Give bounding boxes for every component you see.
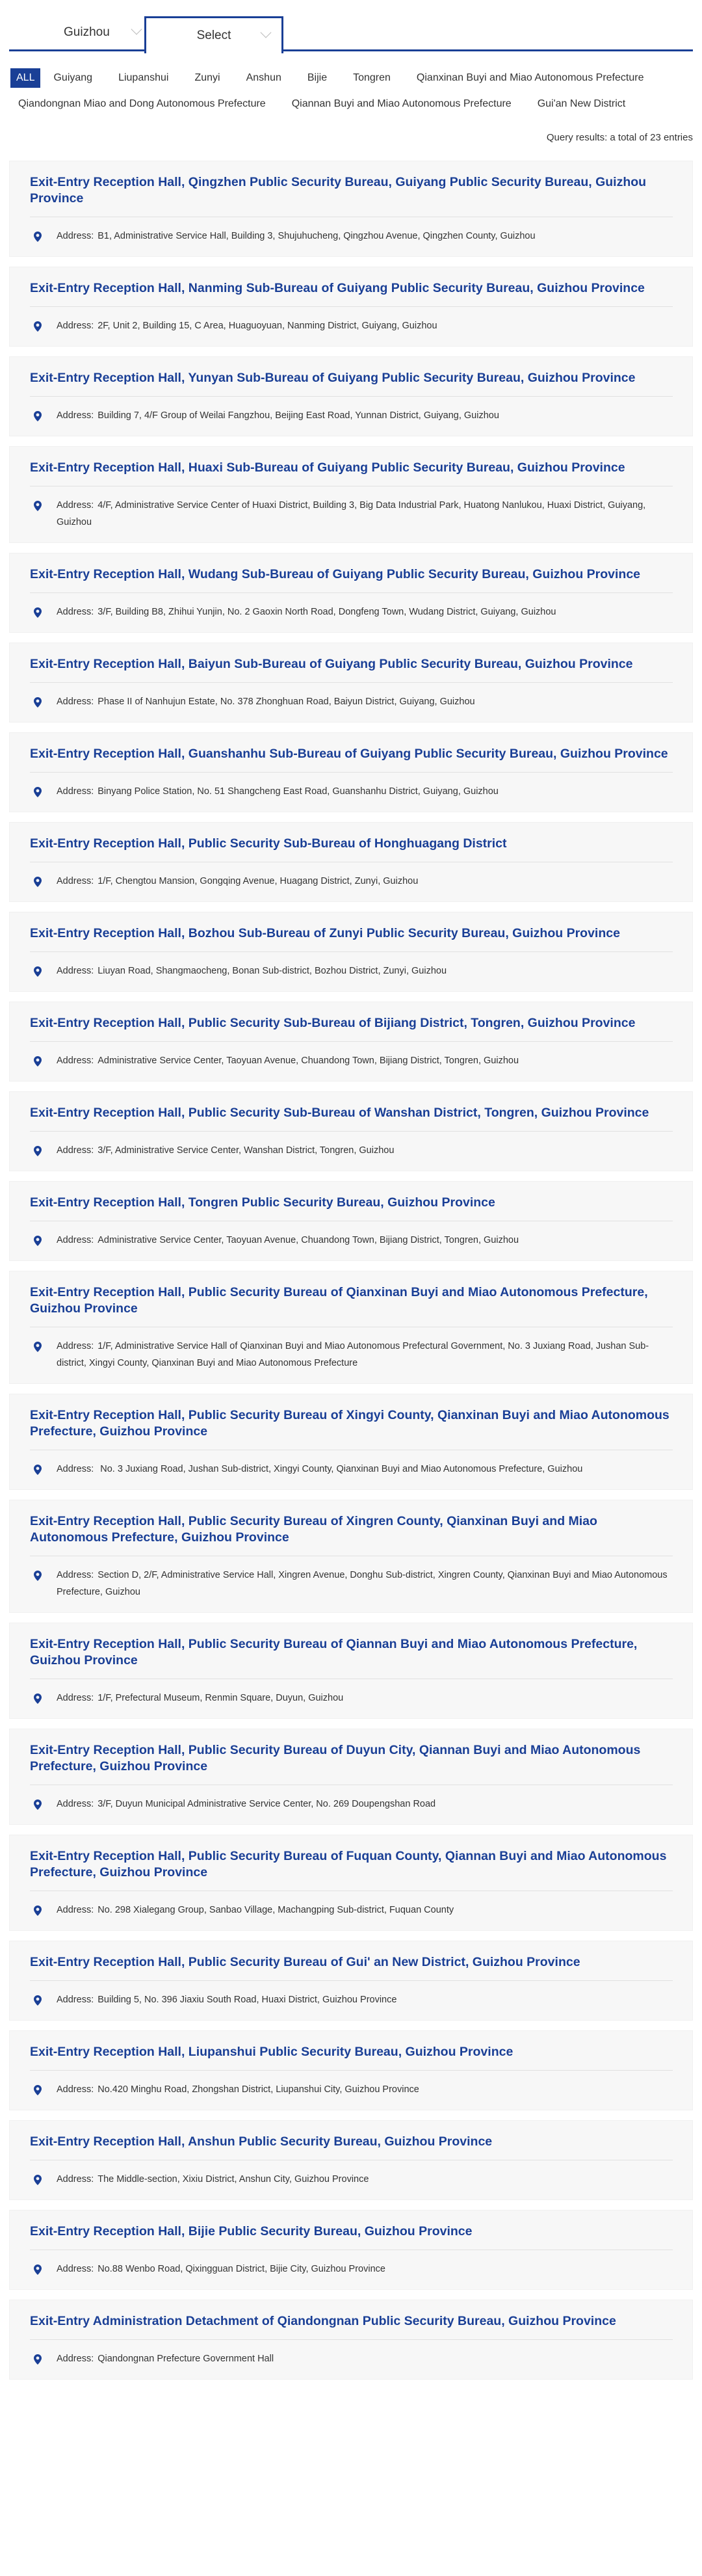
list-item [9, 732, 693, 812]
chevron-down-icon [131, 24, 142, 35]
address-label: Address: [57, 231, 94, 241]
address-label: Address: [57, 1235, 94, 1245]
hall-name[interactable]: Exit-Entry Reception Hall, Public Security Bureau of Gui' an New District, Guizhou Province [30, 1955, 580, 1969]
location-pin-icon [34, 2174, 42, 2184]
address-label: Address: [57, 966, 94, 976]
address-value: 2F, Unit 2, Building 15, C Area, Huaguoyuan, Nanming District, Guiyang, Guizhou [98, 321, 437, 331]
address-label: Address: [57, 500, 94, 511]
hall-address [30, 1132, 673, 1171]
filter-tag[interactable]: Qiannan Buyi and Miao Autonomous Prefecture [291, 98, 512, 109]
address-text [57, 1338, 673, 1372]
address-value: No.88 Wenbo Road, Qixingguan District, Bijie City, Guizhou Province [98, 2264, 385, 2274]
list-item [9, 1002, 693, 1082]
address-value: 1/F, Prefectural Museum, Renmin Square, Duyun, Guizhou [98, 1693, 344, 1703]
hall-address [30, 952, 673, 991]
address-text [57, 497, 673, 531]
province-dropdown[interactable] [21, 16, 148, 49]
city-dropdown[interactable] [144, 16, 283, 53]
address-value: 1/F, Chengtou Mansion, Gongqing Avenue, Huagang District, Zunyi, Guizhou [98, 876, 419, 886]
city-dropdown-placeholder: Select [196, 29, 231, 42]
address-text [57, 2171, 369, 2188]
address-text [57, 2081, 419, 2098]
location-pin-icon [34, 1056, 42, 1066]
hall-name[interactable]: Exit-Entry Reception Hall, Public Security Bureau of Duyun City, Qiannan Buyi and Miao Autonomous Prefecture, Guizhou Province [30, 1743, 641, 1773]
list-item [9, 1835, 693, 1931]
address-text [57, 1567, 673, 1600]
list-item [9, 2120, 693, 2200]
address-text [57, 693, 475, 710]
location-pin-icon [34, 966, 42, 976]
location-pin-icon [34, 1145, 42, 1156]
location-pin-icon [34, 1464, 42, 1474]
list-item [9, 822, 693, 902]
hall-name[interactable]: Exit-Entry Reception Hall, Qingzhen Public Security Bureau, Guiyang Public Security Bureau, Guizhou Province [30, 175, 647, 206]
list-item [9, 446, 693, 543]
address-label: Address: [57, 1905, 94, 1915]
address-value: 3/F, Building B8, Zhihui Yunjin, No. 2 Gaoxin North Road, Dongfeng Town, Wudang District, Guiyang, Guizhou [98, 607, 556, 617]
hall-name[interactable]: Exit-Entry Reception Hall, Public Security Bureau of Xingren County, Qianxinan Buyi and Miao Autonomous Prefecture, Guizhou Province [30, 1514, 597, 1545]
address-value: Administrative Service Center, Taoyuan Avenue, Chuandong Town, Bijiang District, Tongren, Guizhou [98, 1056, 519, 1066]
address-text [57, 873, 418, 890]
address-value: Building 5, No. 396 Jiaxiu South Road, Huaxi District, Guizhou Province [98, 1995, 397, 2005]
address-value: Building 7, 4/F Group of Weilai Fangzhou, Beijing East Road, Yunnan District, Guiyang, Guizhou [98, 410, 499, 421]
address-value: Section D, 2/F, Administrative Service Hall, Xingren Avenue, Donghu Sub-district, Xingren County, Qianxinan Buyi and Miao Autonomous Prefecture, Guizhou [57, 1570, 668, 1597]
list-item [9, 912, 693, 992]
chevron-down-icon [261, 27, 272, 38]
hall-name[interactable]: Exit-Entry Reception Hall, Liupanshui Public Security Bureau, Guizhou Province [30, 2045, 514, 2059]
address-text [57, 317, 437, 334]
filter-tag[interactable]: Gui'an New District [537, 98, 626, 109]
location-pin-icon [34, 321, 42, 331]
hall-address [30, 862, 673, 901]
address-text [57, 1461, 582, 1478]
address-value: No.420 Minghu Road, Zhongshan District, Liupanshui City, Guizhou Province [98, 2084, 419, 2095]
location-pin-icon [34, 697, 42, 707]
location-pin-icon [34, 1235, 42, 1245]
filter-tag[interactable]: Guiyang [53, 72, 93, 83]
location-pin-icon [34, 607, 42, 617]
list-item [9, 1091, 693, 1171]
list-item [9, 2030, 693, 2110]
list-item [9, 553, 693, 633]
hall-name[interactable]: Exit-Entry Reception Hall, Bozhou Sub-Bureau of Zunyi Public Security Bureau, Guizhou Province [30, 926, 620, 940]
address-value: Liuyan Road, Shangmaocheng, Bonan Sub-district, Bozhou District, Zunyi, Guizhou [98, 966, 447, 976]
location-pin-icon [34, 2264, 42, 2274]
results-count: Query results: a total of 23 entries [546, 132, 693, 143]
hall-list [9, 152, 693, 2380]
address-value: The Middle-section, Xixiu District, Anshun City, Guizhou Province [98, 2174, 369, 2184]
hall-address [30, 2071, 673, 2110]
address-value: 1/F, Administrative Service Hall of Qianxinan Buyi and Miao Autonomous Prefectural Government, No. 3 Juxiang Road, Jushan Sub-district, Xingyi County, Qianxinan Buyi and Miao Autonomous Prefecture [57, 1341, 649, 1368]
list-item [9, 1729, 693, 1825]
address-label: Address: [57, 1056, 94, 1066]
address-value: Administrative Service Center, Taoyuan Avenue, Chuandong Town, Bijiang District, Tongren, Guizhou [98, 1235, 519, 1245]
filter-tag[interactable]: ALL [10, 68, 40, 88]
hall-address [30, 1679, 673, 1718]
location-pin-icon [34, 2354, 42, 2364]
address-label: Address: [57, 321, 94, 331]
location-pin-icon [34, 500, 42, 511]
filter-tag[interactable]: Liupanshui [118, 72, 169, 83]
hall-address [30, 1981, 673, 2020]
address-label: Address: [57, 607, 94, 617]
list-item [9, 1941, 693, 2021]
filter-tag[interactable]: Tongren [353, 72, 391, 83]
address-label: Address: [57, 1570, 94, 1580]
address-label: Address: [57, 2174, 94, 2184]
hall-address [30, 217, 673, 256]
address-value: Phase II of Nanhujun Estate, No. 378 Zhonghuan Road, Baiyun District, Guiyang, Guizhou [98, 697, 475, 707]
location-pin-icon [34, 2084, 42, 2095]
hall-name[interactable]: Exit-Entry Reception Hall, Huaxi Sub-Bureau of Guiyang Public Security Bureau, Guizhou Province [30, 460, 625, 475]
address-label: Address: [57, 1145, 94, 1156]
list-item [9, 2300, 693, 2380]
hall-address [30, 1785, 673, 1824]
hall-address [30, 1221, 673, 1260]
hall-name[interactable]: Exit-Entry Reception Hall, Public Security Bureau of Qiannan Buyi and Miao Autonomous Prefecture, Guizhou Province [30, 1637, 638, 1667]
address-value: Binyang Police Station, No. 51 Shangcheng East Road, Guanshanhu District, Guiyang, Guizhou [98, 786, 499, 797]
location-pin-icon [34, 1693, 42, 1703]
address-value: 4/F, Administrative Service Center of Huaxi District, Building 3, Big Data Industrial Park, Huatong Nanlukou, Huaxi District, Guiyang, Guizhou [57, 500, 646, 527]
address-label: Address: [57, 2084, 94, 2095]
hall-address [30, 683, 673, 722]
location-pin-icon [34, 786, 42, 797]
hall-name[interactable]: Exit-Entry Reception Hall, Baiyun Sub-Bureau of Guiyang Public Security Bureau, Guizhou Province [30, 657, 633, 671]
address-label: Address: [57, 1799, 94, 1809]
hall-name[interactable]: Exit-Entry Reception Hall, Wudang Sub-Bureau of Guiyang Public Security Bureau, Guizhou Province [30, 567, 641, 581]
address-text [57, 1991, 396, 2008]
hall-name[interactable]: Exit-Entry Reception Hall, Nanming Sub-Bureau of Guiyang Public Security Bureau, Guizhou Province [30, 281, 645, 295]
hall-name[interactable]: Exit-Entry Reception Hall, Public Security Bureau of Qianxinan Buyi and Miao Autonomous Prefecture, Guizhou Province [30, 1285, 648, 1316]
hall-name[interactable]: Exit-Entry Reception Hall, Public Security Sub-Bureau of Wanshan District, Tongren, Guizhou Province [30, 1106, 649, 1120]
hall-address [30, 397, 673, 436]
address-label: Address: [57, 786, 94, 797]
hall-name[interactable]: Exit-Entry Reception Hall, Yunyan Sub-Bureau of Guiyang Public Security Bureau, Guizhou Province [30, 371, 636, 385]
address-label: Address: [57, 2354, 94, 2364]
hall-address [30, 1891, 673, 1930]
address-text [57, 1902, 454, 1919]
list-item [9, 1500, 693, 1613]
hall-name[interactable]: Exit-Entry Reception Hall, Public Security Sub-Bureau of Honghuagang District [30, 836, 507, 851]
address-text [57, 228, 536, 245]
address-label: Address: [57, 697, 94, 707]
list-item [9, 161, 693, 257]
address-label: Address: [57, 1995, 94, 2005]
hall-address [30, 593, 673, 632]
location-pin-icon [34, 1995, 42, 2005]
region-selector-bar [9, 16, 693, 51]
hall-address [30, 773, 673, 812]
filter-tag[interactable]: Qianxinan Buyi and Miao Autonomous Prefecture [416, 72, 644, 83]
hall-name[interactable]: Exit-Entry Reception Hall, Guanshanhu Sub-Bureau of Guiyang Public Security Bureau, Guizhou Province [30, 747, 668, 761]
location-pin-icon [34, 1570, 42, 1580]
location-pin-icon [34, 1905, 42, 1915]
address-text [57, 1052, 519, 1069]
hall-name[interactable]: Exit-Entry Reception Hall, Bijie Public Security Bureau, Guizhou Province [30, 2224, 473, 2238]
filter-tag[interactable]: Bijie [307, 72, 328, 83]
address-label: Address: [57, 2264, 94, 2274]
address-text [57, 1690, 343, 1706]
list-item [9, 356, 693, 436]
hall-address [30, 307, 673, 346]
hall-address [30, 2340, 673, 2379]
location-pin-icon [34, 410, 42, 421]
address-text [57, 963, 447, 979]
province-dropdown-value: Guizhou [64, 25, 110, 39]
hall-address [30, 2160, 673, 2199]
list-item [9, 643, 693, 723]
location-pin-icon [34, 231, 42, 241]
list-item [9, 267, 693, 347]
address-text [57, 2350, 274, 2367]
hall-address [30, 2250, 673, 2289]
hall-name[interactable]: Exit-Entry Reception Hall, Public Security Sub-Bureau of Bijiang District, Tongren, Guizhou Province [30, 1016, 636, 1030]
address-text [57, 407, 499, 424]
address-value: B1, Administrative Service Hall, Building 3, Shujuhucheng, Qingzhou Avenue, Qingzhen County, Guizhou [98, 231, 536, 241]
hall-address [30, 1327, 673, 1383]
filter-tag[interactable]: Qiandongnan Miao and Dong Autonomous Prefecture [18, 98, 266, 109]
address-value: Qiandongnan Prefecture Government Hall [98, 2354, 274, 2364]
address-value: No. 3 Juxiang Road, Jushan Sub-district, Xingyi County, Qianxinan Buyi and Miao Autonomous Prefecture, Guizhou [98, 1464, 583, 1474]
list-item [9, 1181, 693, 1261]
hall-address [30, 486, 673, 542]
location-pin-icon [34, 1799, 42, 1809]
address-text [57, 1796, 436, 1812]
hall-name[interactable]: Exit-Entry Administration Detachment of Qiandongnan Public Security Bureau, Guizhou Province [30, 2314, 616, 2328]
address-label: Address: [57, 1693, 94, 1703]
list-item [9, 1394, 693, 1490]
filter-tag[interactable]: Anshun [246, 72, 281, 83]
list-item [9, 1271, 693, 1384]
address-text [57, 2261, 385, 2277]
address-text [57, 1232, 519, 1249]
hall-name[interactable]: Exit-Entry Reception Hall, Public Security Bureau of Fuquan County, Qiannan Buyi and Miao Autonomous Prefecture, Guizhou Province [30, 1849, 667, 1879]
address-value: 3/F, Duyun Municipal Administrative Service Center, No. 269 Doupengshan Road [98, 1799, 436, 1809]
address-label: Address: [57, 876, 94, 886]
hall-address [30, 1556, 673, 1612]
list-item [9, 2210, 693, 2290]
location-pin-icon [34, 1341, 42, 1351]
address-label: Address: [57, 410, 94, 421]
hall-address [30, 1450, 673, 1489]
address-text [57, 783, 499, 800]
filter-tag[interactable]: Zunyi [194, 72, 220, 83]
hall-address [30, 1042, 673, 1081]
filter-tags [9, 51, 693, 114]
hall-name[interactable]: Exit-Entry Reception Hall, Public Security Bureau of Xingyi County, Qianxinan Buyi and Miao Autonomous Prefecture, Guizhou Province [30, 1408, 670, 1439]
address-value: 3/F, Administrative Service Center, Wanshan District, Tongren, Guizhou [98, 1145, 395, 1156]
address-text [57, 604, 556, 620]
address-text [57, 1142, 394, 1159]
address-label: Address: [57, 1341, 94, 1351]
location-pin-icon [34, 876, 42, 886]
hall-name[interactable]: Exit-Entry Reception Hall, Anshun Public Security Bureau, Guizhou Province [30, 2134, 493, 2149]
hall-name[interactable]: Exit-Entry Reception Hall, Tongren Public Security Bureau, Guizhou Province [30, 1195, 495, 1210]
address-label: Address: [57, 1464, 94, 1474]
address-value: No. 298 Xialegang Group, Sanbao Village, Machangping Sub-district, Fuquan County [98, 1905, 454, 1915]
list-item [9, 1623, 693, 1719]
